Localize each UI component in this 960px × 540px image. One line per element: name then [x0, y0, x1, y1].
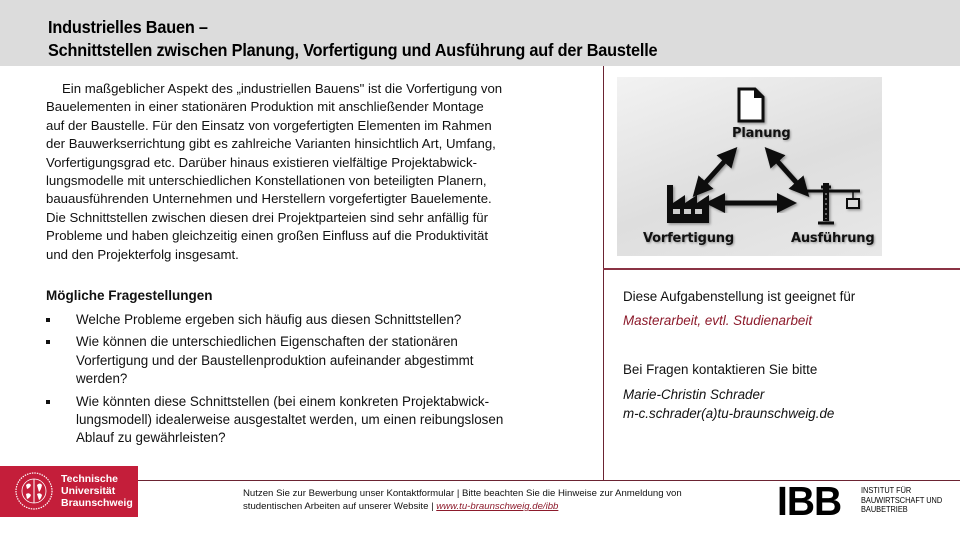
tu-logo-text — [61, 473, 133, 509]
question-text: Vorfertigung und der Baustellenproduktion aufeinander abgestimmt — [76, 352, 474, 368]
intro-line: Bauelementen in einer stationären Produktion mit anschließender Montage — [46, 99, 484, 115]
tu-braunschweig-logo — [0, 466, 138, 517]
question-text: Ablauf zu gewährleisten? — [76, 430, 226, 446]
diagram-label-ausfuehrung: Ausführung — [791, 231, 875, 246]
ibb-logo-text — [861, 486, 942, 515]
contact-label: Bei Fragen kontaktieren Sie bitte — [623, 362, 818, 377]
ibb-line: BAUBETRIEB — [861, 505, 908, 514]
suitability-value: Masterarbeit, evtl. Studienarbeit — [623, 313, 813, 328]
bullet-icon — [46, 400, 50, 404]
suitability-label: Diese Aufgabenstellung ist geeignet für — [623, 289, 856, 304]
ibb-line: INSTITUT FÜR — [861, 486, 912, 495]
intro-line: lungsmodelle mit unterschiedlichen Konstellationen von beteiligten Planern, — [46, 173, 487, 189]
intro-line: und den Projekterfolg insgesamt. — [46, 246, 239, 262]
intro-paragraph — [46, 80, 591, 264]
tu-logo-line: Braunschweig — [61, 497, 133, 509]
question-text: Wie können die unterschiedlichen Eigenschaften der stationären — [76, 334, 458, 350]
intro-line: Die Schnittstellen zwischen diesen drei Projektparteien sind sehr anfällig für — [46, 209, 489, 225]
document-icon — [739, 89, 763, 121]
footer-line2: studentischen Arbeiten auf unserer Website | — [243, 501, 437, 512]
question-item — [46, 333, 596, 388]
diagram-label-planung: Planung — [732, 126, 791, 141]
questions-list — [46, 311, 596, 452]
question-text: lungsmodell) idealerweise ausgestaltet werden, um einen reibungslosen — [76, 412, 504, 428]
intro-line: der Bauwerkserrichtung gibt es zahlreiche Varianten hinsichtlich Art, Umfang, — [46, 136, 496, 152]
right-column-divider — [603, 268, 960, 270]
tu-logo-line: Technische — [61, 473, 118, 485]
questions-heading: Mögliche Fragestellungen — [46, 288, 213, 303]
ibb-line: BAUWIRTSCHAFT UND — [861, 495, 943, 505]
ibb-logo-letters: IBB — [777, 478, 842, 524]
bullet-icon — [46, 340, 50, 344]
question-text: werden? — [76, 371, 128, 387]
crane-icon — [807, 183, 860, 223]
footer-line1: Nutzen Sie zur Bewerbung unser Kontaktformular | Bitte beachten Sie die Hinweise zur Anmeldung von — [243, 488, 682, 499]
footer-note — [243, 487, 682, 513]
question-text: Welche Probleme ergeben sich häufig aus diesen Schnittstellen? — [76, 312, 462, 327]
contact-name: Marie-Christin Schrader — [623, 387, 765, 402]
question-text: Wie könnten diese Schnittstellen (bei einem konkreten Projektabwick- — [76, 393, 490, 409]
question-item — [46, 393, 596, 448]
factory-icon — [667, 185, 709, 223]
page-title-line2: Schnittstellen zwischen Planung, Vorfertigung und Ausführung auf der Baustelle — [48, 40, 658, 60]
question-item — [46, 311, 596, 329]
intro-line: Ein maßgeblicher Aspekt des „industriellen Bauens" ist die Vorfertigung von — [62, 81, 503, 96]
vertical-divider — [603, 66, 604, 480]
arrows — [698, 153, 804, 203]
intro-line: auf der Baustelle. Für den Einsatz von vorgefertigten Elementen im Rahmen — [46, 117, 492, 133]
diagram-label-vorfertigung: Vorfertigung — [643, 231, 734, 246]
intro-line: Probleme und haben gleichzeitig einen großen Einfluss auf die Produktivität — [46, 228, 489, 244]
header-bar — [0, 0, 960, 66]
seal-icon — [14, 470, 54, 512]
intro-line: bauausführenden Unternehmen und Herstellern vorgefertigter Bauelemente. — [46, 191, 492, 207]
website-link[interactable]: www.tu-braunschweig.de/ibb — [436, 501, 559, 512]
intro-line: Vorfertigungsgrad etc. Darüber hinaus existieren vielfältige Projektabwick- — [46, 154, 478, 170]
process-diagram — [617, 77, 882, 256]
tu-logo-line: Universität — [61, 485, 116, 497]
page-title-line1: Industrielles Bauen – — [48, 17, 208, 37]
bullet-icon — [46, 318, 50, 322]
contact-email[interactable]: m-c.schrader(a)tu-braunschweig.de — [623, 406, 835, 421]
